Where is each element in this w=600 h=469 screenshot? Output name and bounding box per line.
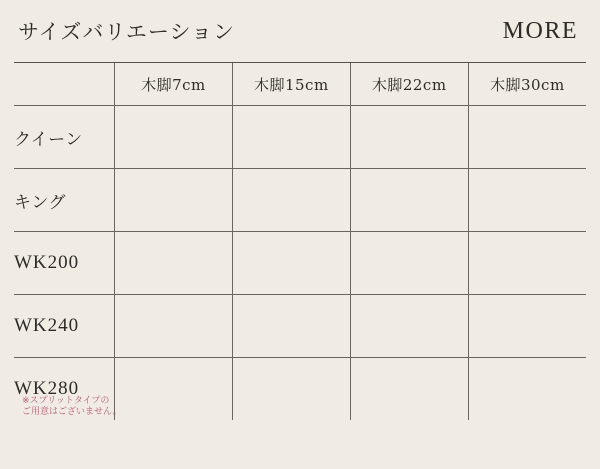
table-cell[interactable] xyxy=(115,295,233,358)
table-cell[interactable] xyxy=(115,232,233,295)
table-cell[interactable] xyxy=(350,232,468,295)
table-cell[interactable] xyxy=(232,295,350,358)
row-header-with-note xyxy=(14,358,122,421)
split-type-note xyxy=(22,396,122,418)
row-header: WK240 xyxy=(14,295,115,358)
table-cell[interactable] xyxy=(468,295,586,358)
table-cell[interactable] xyxy=(232,169,350,232)
more-link[interactable]: MORE xyxy=(502,17,578,44)
table-cell[interactable] xyxy=(115,106,233,169)
table-cell[interactable] xyxy=(232,232,350,295)
table-row xyxy=(14,232,586,295)
table-cell[interactable] xyxy=(350,106,468,169)
table-cell[interactable] xyxy=(115,358,233,421)
row-header: WK200 xyxy=(14,232,115,295)
table-row xyxy=(14,358,586,421)
row-header: キング xyxy=(14,169,115,232)
table-cell[interactable] xyxy=(115,169,233,232)
table-cell[interactable] xyxy=(232,358,350,421)
panel-header xyxy=(0,0,600,62)
page-title: サイズバリエーション xyxy=(18,20,236,44)
column-header: 木脚30cm xyxy=(468,63,586,106)
table-cell[interactable] xyxy=(468,106,586,169)
table-row xyxy=(14,169,586,232)
row-header-label: WK280 xyxy=(14,378,80,399)
table-cell[interactable] xyxy=(350,358,468,421)
column-header: 木脚7cm xyxy=(115,63,233,106)
table-cell[interactable] xyxy=(350,169,468,232)
table-cell[interactable] xyxy=(350,295,468,358)
table-cell[interactable] xyxy=(468,169,586,232)
table-header-row xyxy=(14,63,586,106)
table-row xyxy=(14,295,586,358)
table-corner-cell xyxy=(14,63,115,106)
table-cell[interactable] xyxy=(468,232,586,295)
table-row xyxy=(14,106,586,169)
row-header: クイーン xyxy=(14,106,115,169)
column-header: 木脚22cm xyxy=(350,63,468,106)
column-header: 木脚15cm xyxy=(232,63,350,106)
size-variation-table xyxy=(14,63,586,420)
table-cell[interactable] xyxy=(468,358,586,421)
note-line-1: ※スプリットタイプの xyxy=(22,396,110,406)
note-line-2: ご用意はございません。 xyxy=(22,407,122,417)
table-cell[interactable] xyxy=(232,106,350,169)
